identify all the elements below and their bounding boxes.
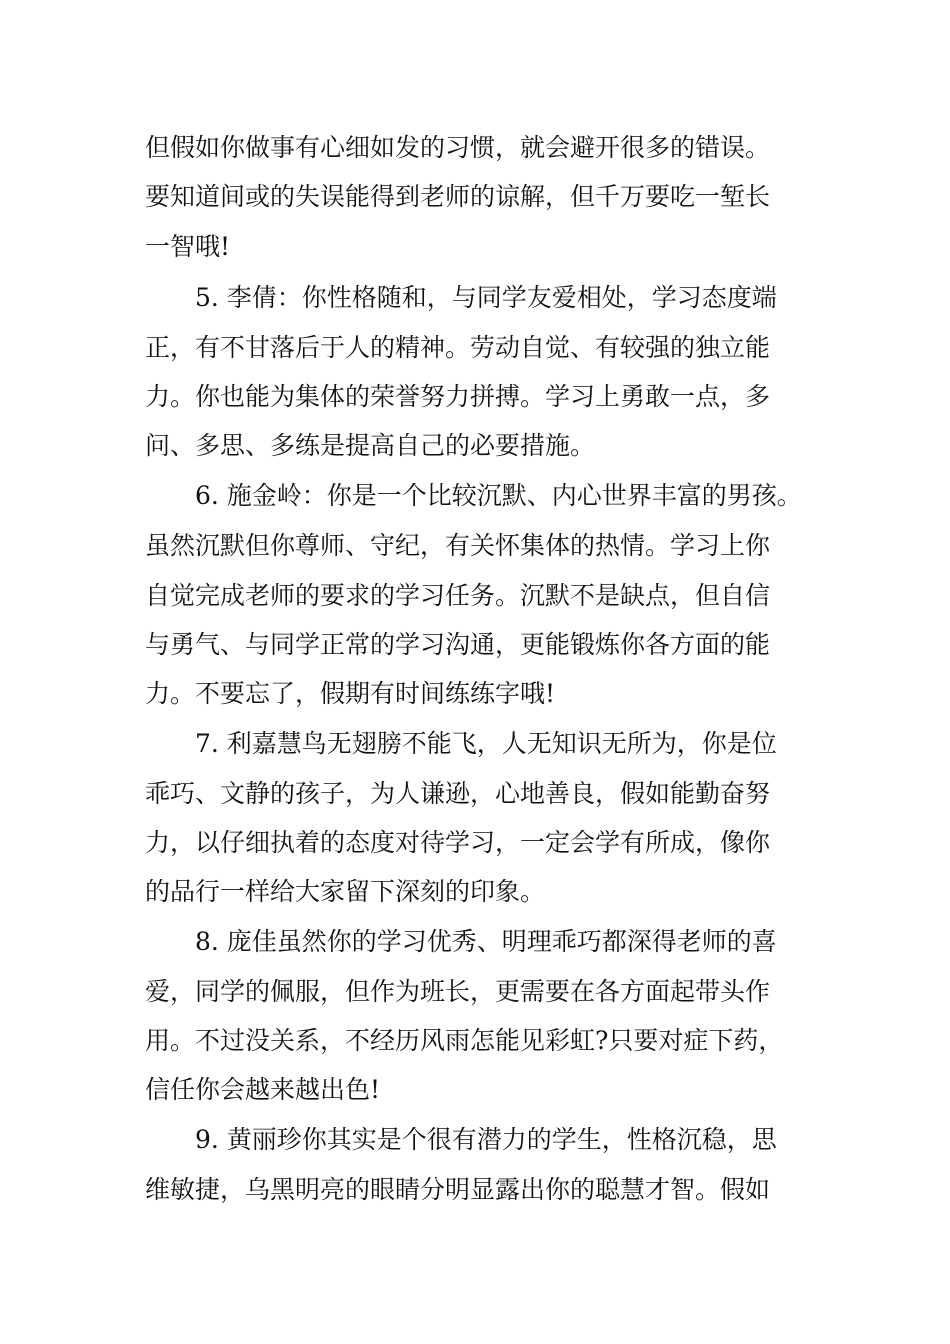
text-line: 正，有不甘落后于人的精神。劳动自觉、有较强的独立能 xyxy=(145,333,771,362)
text-line: 用。不过没关系，不经历风雨怎能见彩虹?只要对症下药， xyxy=(145,1026,784,1055)
text-line: 信任你会越来越出色! xyxy=(145,1075,381,1104)
text-line: 力。不要忘了，假期有时间练练字哦! xyxy=(145,679,556,708)
text-line: 要知道间或的失误能得到老师的谅解，但千万要吃一堑长 xyxy=(145,182,771,211)
text-line: 一智哦! xyxy=(145,232,231,261)
text-line: 爱，同学的佩服，但作为班长，更需要在各方面起带头作 xyxy=(145,977,771,1006)
paragraph-7-start: 7. 利嘉慧鸟无翅膀不能飞，人无知识无所为，你是位 xyxy=(195,729,777,758)
paragraph-5-start: 5. 李倩：你性格随和，与同学友爱相处，学习态度端 xyxy=(195,283,777,312)
text-line: 的品行一样给大家留下深刻的印象。 xyxy=(145,877,546,906)
text-line: 问、多思、多练是提高自己的必要措施。 xyxy=(145,431,596,460)
text-line: 但假如你做事有心细如发的习惯，就会避开很多的错误。 xyxy=(145,133,771,162)
paragraph-6-start: 6. 施金岭：你是一个比较沉默、内心世界丰富的男孩。 xyxy=(195,481,802,510)
text-line: 力。你也能为集体的荣誉努力拼搏。学习上勇敢一点，多 xyxy=(145,382,771,411)
paragraph-8-start: 8. 庞佳虽然你的学习优秀、明理乖巧都深得老师的喜 xyxy=(195,927,777,956)
text-line: 自觉完成老师的要求的学习任务。沉默不是缺点，但自信 xyxy=(145,581,771,610)
text-line: 与勇气、与同学正常的学习沟通，更能锻炼你各方面的能 xyxy=(145,630,771,659)
paragraph-9-start: 9. 黄丽珍你其实是个很有潜力的学生，性格沉稳，思 xyxy=(195,1125,777,1154)
text-line: 力，以仔细执着的态度对待学习，一定会学有所成，像你 xyxy=(145,828,771,857)
text-line: 维敏捷，乌黑明亮的眼睛分明显露出你的聪慧才智。假如 xyxy=(145,1175,771,1204)
text-line: 乖巧、文静的孩子，为人谦逊，心地善良，假如能勤奋努 xyxy=(145,779,771,808)
text-line: 虽然沉默但你尊师、守纪，有关怀集体的热情。学习上你 xyxy=(145,531,771,560)
